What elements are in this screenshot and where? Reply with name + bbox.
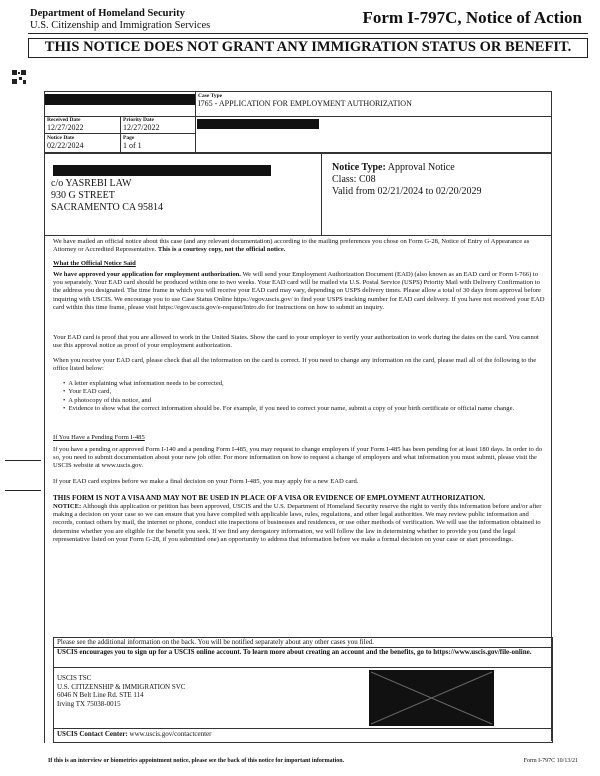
received-date-label: Received Date xyxy=(47,117,81,123)
office-line-3: 6046 N Belt Line Rd. STE 114 xyxy=(57,691,144,700)
form-title: Form I-797C, Notice of Action xyxy=(362,8,582,27)
approval-statement: We have approved your application for employment authorization. xyxy=(53,271,241,278)
pending-i485-paragraph: If you have a pending or approved Form I-140 and a pending Form I-485, you may request to change employers if your Form I-485 has been pending for at least 180 days. In order to do so, you need to submit documentation about your new job offer. For more information on how to request a change of employers and what information you must submit, please visit the USCIS website at www.uscis.gov. xyxy=(53,446,543,470)
address-line-2: 930 G STREET xyxy=(51,190,115,201)
notice-validity: Valid from 02/21/2024 to 02/20/2029 xyxy=(332,186,482,197)
case-type-cell xyxy=(198,93,412,108)
mailing-address xyxy=(51,178,163,214)
list-item: • A letter explaining what information needs to be corrected, xyxy=(63,380,224,387)
page-cell xyxy=(123,135,195,150)
received-date-value: 12/27/2022 xyxy=(47,123,84,132)
approval-details: We will send your Employment Authorization Document (EAD) (also known as an EAD card or Form I-766) to you separately. Your EAD card should be produced within one to two weeks. Your EAD card will be mailed via U.S. Postal Service (USPS) Priority Mail with Delivery Confirmation to the address you designated. The time frame in which you will receive your EAD card may vary, depending on USPS delivery times. Please allow a total of 30 days from approval before inquiring with USCIS. We encourage you to use Case Status Online https://egov.uscis.gov/ to find your USPS tracking number for EAD card delivery. If you have not received your EAD card within this time frame, please visit https://egov.uscis.gov/e-request/Intro.do for instructions on how to submit an inquiry. xyxy=(53,271,545,311)
notice-date-label: Notice Date xyxy=(47,135,75,141)
footer-box xyxy=(53,637,553,743)
contact-center-label: USCIS Contact Center: xyxy=(57,730,128,738)
case-type-value: I765 - APPLICATION FOR EMPLOYMENT AUTHORIZATION xyxy=(198,99,412,108)
intro-paragraph xyxy=(53,238,548,254)
notice-type-value: Approval Notice xyxy=(387,162,455,173)
page-value: 1 of 1 xyxy=(123,141,142,150)
redacted-recipient-name xyxy=(53,165,271,176)
margin-mark xyxy=(5,460,41,461)
office-line-2: U.S. CITIZENSHIP & IMMIGRATION SVC xyxy=(57,682,186,691)
notice-class: Class: C08 xyxy=(332,174,376,185)
case-info-box xyxy=(44,91,552,153)
notice-text: Although this application or petition has been approved, USCIS and the U.S. Department of Homeland Security reserve the right to verify this information before and/or after making a decision on your case so we can ensure that you have complied with applicable laws, rules, regulations, and other legal authorities. We may review public information and records, contact others by mail, the internet or phone, conduct site inspections of businesses and residences, or use other methods of verification. We will use the information obtained to determine whether you are eligible for the benefit you seek. If we find any derogatory information, we will follow the law in determining whether to provide you (and the legal representative listed on your Form G-28, if you submitted one) an opportunity to address that information before we make a formal decision on your case or start proceedings. xyxy=(53,503,542,543)
corrections-list xyxy=(63,380,548,414)
address-line-1: c/o YASREBI LAW xyxy=(51,178,132,189)
list-item: • A photocopy of this notice, and xyxy=(63,396,152,404)
courtesy-copy-note: This is a courtesy copy, not the official notice. xyxy=(157,246,286,254)
office-line-4: Irving TX 75038-0015 xyxy=(57,699,121,708)
what-notice-said-heading: What the Official Notice Said xyxy=(53,260,136,267)
status-banner: THIS NOTICE DOES NOT GRANT ANY IMMIGRATION STATUS OR BENEFIT. xyxy=(28,38,588,58)
contact-center xyxy=(57,730,547,739)
margin-mark xyxy=(5,490,41,491)
proof-paragraph: Your EAD card is proof that you are allowed to work in the United States. Show the card to your employer to verify your authorization to work during the dates on the card. You cannot use this approval notice as proof of your employment authorization. xyxy=(53,334,539,350)
case-type-label: Case Type xyxy=(198,93,223,99)
pending-i485-heading: If You Have a Pending Form I-485 xyxy=(53,434,145,441)
notice-paragraph xyxy=(53,503,548,544)
approval-paragraph xyxy=(53,271,548,312)
intro-text: We have mailed an official notice about this case (and any relevant documentation) according to the mailing preferences you chose on Form G-28, Notice of Entry of Appearance as Attorney or Accredited Representative. xyxy=(53,238,530,254)
office-line-1: USCIS TSC xyxy=(57,674,92,682)
agency-block xyxy=(30,8,210,32)
list-item: • Your EAD card, xyxy=(63,388,112,396)
agency-name: Department of Homeland Security xyxy=(30,8,185,19)
notice-date-cell xyxy=(47,135,119,150)
priority-date-value: 12/27/2022 xyxy=(123,123,160,132)
not-a-visa-heading: THIS FORM IS NOT A VISA AND MAY NOT BE USED IN PLACE OF A VISA OR EVIDENCE OF EMPLOYMENT AUTHORIZATION. xyxy=(53,494,486,502)
redacted-barcode xyxy=(369,670,494,726)
bottom-note: If this is an interview or biometrics appointment notice, please see the back of this notice for important information. xyxy=(48,758,345,764)
priority-date-label: Priority Date xyxy=(123,117,154,123)
barcode-icon xyxy=(12,70,26,84)
office-address xyxy=(57,674,297,708)
online-account-note: USCIS encourages you to sign up for a USCIS online account. To learn more about creating an account and the benefits, go to https://www.uscis.gov/file-online. xyxy=(57,648,532,656)
form-code: Form I-797C 10/13/21 xyxy=(523,758,578,764)
notice-type-label: Notice Type: xyxy=(332,162,386,173)
redaction-cross-icon xyxy=(369,670,494,726)
redacted-receipt-number xyxy=(45,94,195,105)
contact-center-link[interactable]: www.uscis.gov/contactcenter xyxy=(129,730,212,738)
notice-date-value: 02/22/2024 xyxy=(47,141,84,150)
priority-date-cell xyxy=(123,117,195,132)
received-date-cell xyxy=(47,117,119,132)
check-card-paragraph: When you receive your EAD card, please check that all the information on the card is correct. If you need to change any information on the card, please mail all of the following to the office listed below: xyxy=(53,357,537,373)
list-item: • Evidence to show what the correct information should be. For example, if you need to correct your name, submit a copy of your birth certificate or official name change. xyxy=(63,405,515,413)
additional-info-note: Please see the additional information on the back. You will be notified separately about any other cases you filed. xyxy=(57,638,375,646)
page-label: Page xyxy=(123,135,135,141)
notice-type-block xyxy=(332,162,481,198)
agency-sub-name: U.S. Citizenship and Immigration Services xyxy=(30,20,211,31)
redacted-applicant-name xyxy=(197,119,319,129)
notice-label: NOTICE: xyxy=(53,503,82,510)
address-line-3: SACRAMENTO CA 95814 xyxy=(51,202,164,213)
header-rule xyxy=(28,33,588,34)
expiry-paragraph: If your EAD card expires before we make a final decision on your Form I-485, you may apply for a new EAD card. xyxy=(53,478,359,485)
